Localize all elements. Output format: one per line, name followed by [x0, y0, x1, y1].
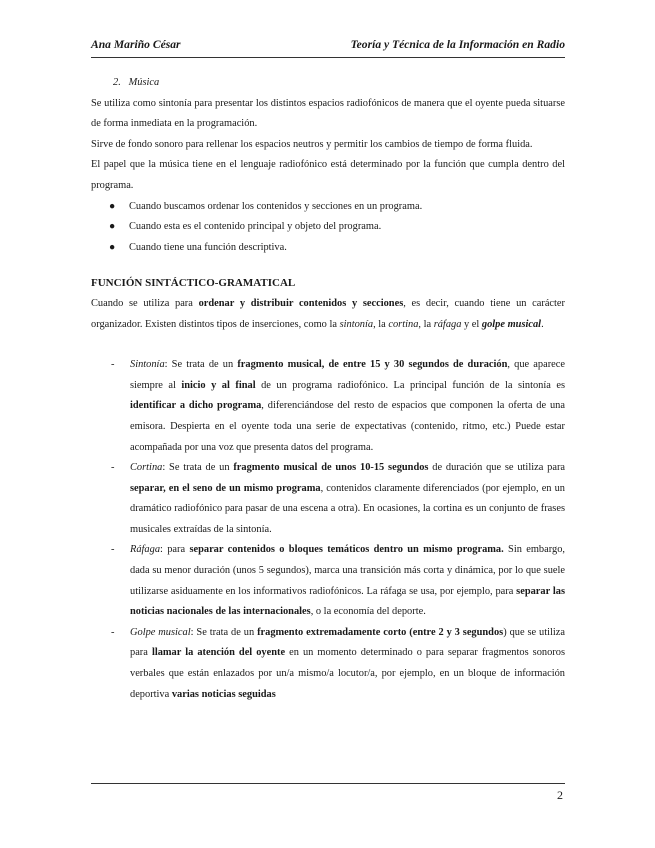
section-title: Música	[128, 77, 160, 88]
item-text	[130, 359, 565, 452]
body-text: de duración que se utiliza para	[428, 462, 566, 474]
emphasis-text: separar, en el seno de un mismo programa	[130, 482, 321, 494]
emphasis-text: fragmento musical, de entre 15 y 30 segundos de duración	[237, 359, 508, 371]
emphasis-text: Sintonía	[130, 359, 165, 371]
inserciones-list	[91, 355, 565, 705]
item-text	[130, 627, 565, 700]
section-heading	[91, 73, 565, 94]
emphasis-text: llamar la atención del oyente	[151, 647, 286, 659]
body-text: en un momento determinado o para separar fragmentos sonoros verbales que están enlazados por un/a mismo/a locutor/a, por ejemplo, en un bloque de información deportiva	[130, 647, 566, 700]
emphasis-text: golpe musical	[481, 318, 542, 330]
body-text: Sin embargo, dada su menor duración (unos 5 segundos), marca una transición más corta y dinámica, por lo que suele utilizarse asiduamente en los informativos radiofónicos. La ráfaga se usa, por ejemplo, para	[130, 544, 565, 597]
page-number: 2	[557, 788, 563, 802]
emphasis-text: inicio y al final	[181, 379, 256, 391]
rafaga-item	[91, 540, 565, 622]
bullet-icon: ●	[109, 221, 116, 233]
dash-marker: -	[111, 626, 115, 638]
intro-paragraph: El papel que la música tiene en el lenguaje radiofónico está determinado por la función que cumpla dentro del programa.	[91, 159, 565, 191]
cortina-item	[91, 458, 565, 540]
bullet-list	[91, 197, 565, 259]
body-text: : Se trata de un	[164, 359, 238, 371]
function-paragraph	[91, 294, 565, 335]
body-text: .	[541, 318, 544, 330]
emphasis-text: sintonía	[339, 318, 374, 330]
body-text: , que aparece siempre al	[130, 359, 566, 391]
function-heading: FUNCIÓN SINTÁCTICO-GRAMATICAL	[91, 277, 296, 290]
item-text	[130, 544, 565, 617]
emphasis-text: separar contenidos o bloques temáticos dentro un mismo programa.	[189, 544, 504, 556]
emphasis-text: cortina	[388, 318, 419, 330]
footer-rule	[91, 783, 565, 784]
bullet-item	[91, 217, 565, 238]
bullet-text: Cuando tiene una función descriptiva.	[129, 241, 287, 253]
emphasis-text: Cortina	[130, 462, 163, 474]
emphasis-text: fragmento musical de unos 10-15 segundos	[233, 462, 429, 474]
emphasis-text: fragmento extremadamente corto (entre 2 y 3 segundos	[257, 626, 504, 638]
emphasis-text: varias noticias seguidas	[171, 688, 276, 700]
body-text: , contenidos claramente diferenciados (por ejemplo, en un dramático radiofónico para pasar de una escena a otra). En ocasiones, la cortina es un conjunto de frases musicales extraídas de la sintonía.	[130, 482, 565, 535]
body-text: Cuando se utiliza para	[91, 297, 199, 309]
body-text: ) que se utiliza para	[130, 626, 565, 659]
section-number: 2.	[113, 77, 121, 88]
bullet-icon: ●	[109, 241, 116, 253]
body-text: , la	[373, 318, 389, 330]
emphasis-text: Ráfaga	[130, 544, 161, 556]
header-course: Teoría y Técnica de la Información en Radio	[350, 38, 565, 51]
dash-marker: -	[111, 462, 115, 474]
body-text: de un programa radiofónico. La principal función de la sintonía es	[255, 379, 565, 391]
dash-marker: -	[111, 544, 115, 556]
golpe-musical-item	[91, 623, 565, 705]
emphasis-text: separar las noticias nacionales de las internacionales	[130, 585, 565, 618]
dash-marker: -	[111, 359, 115, 371]
header-rule	[91, 57, 565, 58]
page-header	[91, 38, 565, 51]
body-text: : Se trata de un	[190, 626, 258, 638]
bullet-icon: ●	[109, 200, 116, 212]
body-text: , diferenciándose del resto de espacios que componen la oferta de una emisora. Despierta en el oyente toda una serie de expectativas (contenido, ritmo, etc.) Puede estar acompañada por una voz que presenta datos del programa.	[130, 400, 565, 453]
header-author: Ana Mariño César	[91, 38, 181, 51]
intro-paragraph: Sirve de fondo sonoro para rellenar los espacios neutros y permitir los cambios de tiempo de forma fluida.	[91, 138, 533, 150]
body-text: , la	[418, 318, 434, 330]
intro-paragraph: Se utiliza como sintonía para presentar los distintos espacios radiofónicos de manera que el oyente pueda situarse de forma inmediata en la programación.	[91, 97, 565, 130]
spacer	[91, 335, 565, 355]
emphasis-text: ordenar y distribuir contenidos y secciones	[198, 297, 404, 309]
bullet-text: Cuando esta es el contenido principal y objeto del programa.	[129, 221, 382, 233]
emphasis-text: ráfaga	[433, 318, 462, 330]
body-text: : para	[160, 544, 190, 556]
page-body	[91, 73, 565, 705]
body-text: : Se trata de un	[162, 462, 234, 474]
body-text: , es decir, cuando tiene un carácter organizador. Existen distintos tipos de inserciones, como la	[91, 297, 566, 330]
item-text	[130, 462, 565, 535]
emphasis-text: Golpe musical	[130, 626, 191, 638]
bullet-item	[91, 238, 565, 259]
bullet-text: Cuando buscamos ordenar los contenidos y secciones en un programa.	[129, 200, 423, 212]
emphasis-text: identificar a dicho programa	[130, 400, 262, 412]
body-text: , o la economía del deporte.	[310, 606, 426, 618]
body-text: y el	[461, 318, 482, 330]
sintonia-item	[91, 355, 565, 458]
bullet-item	[91, 197, 565, 218]
